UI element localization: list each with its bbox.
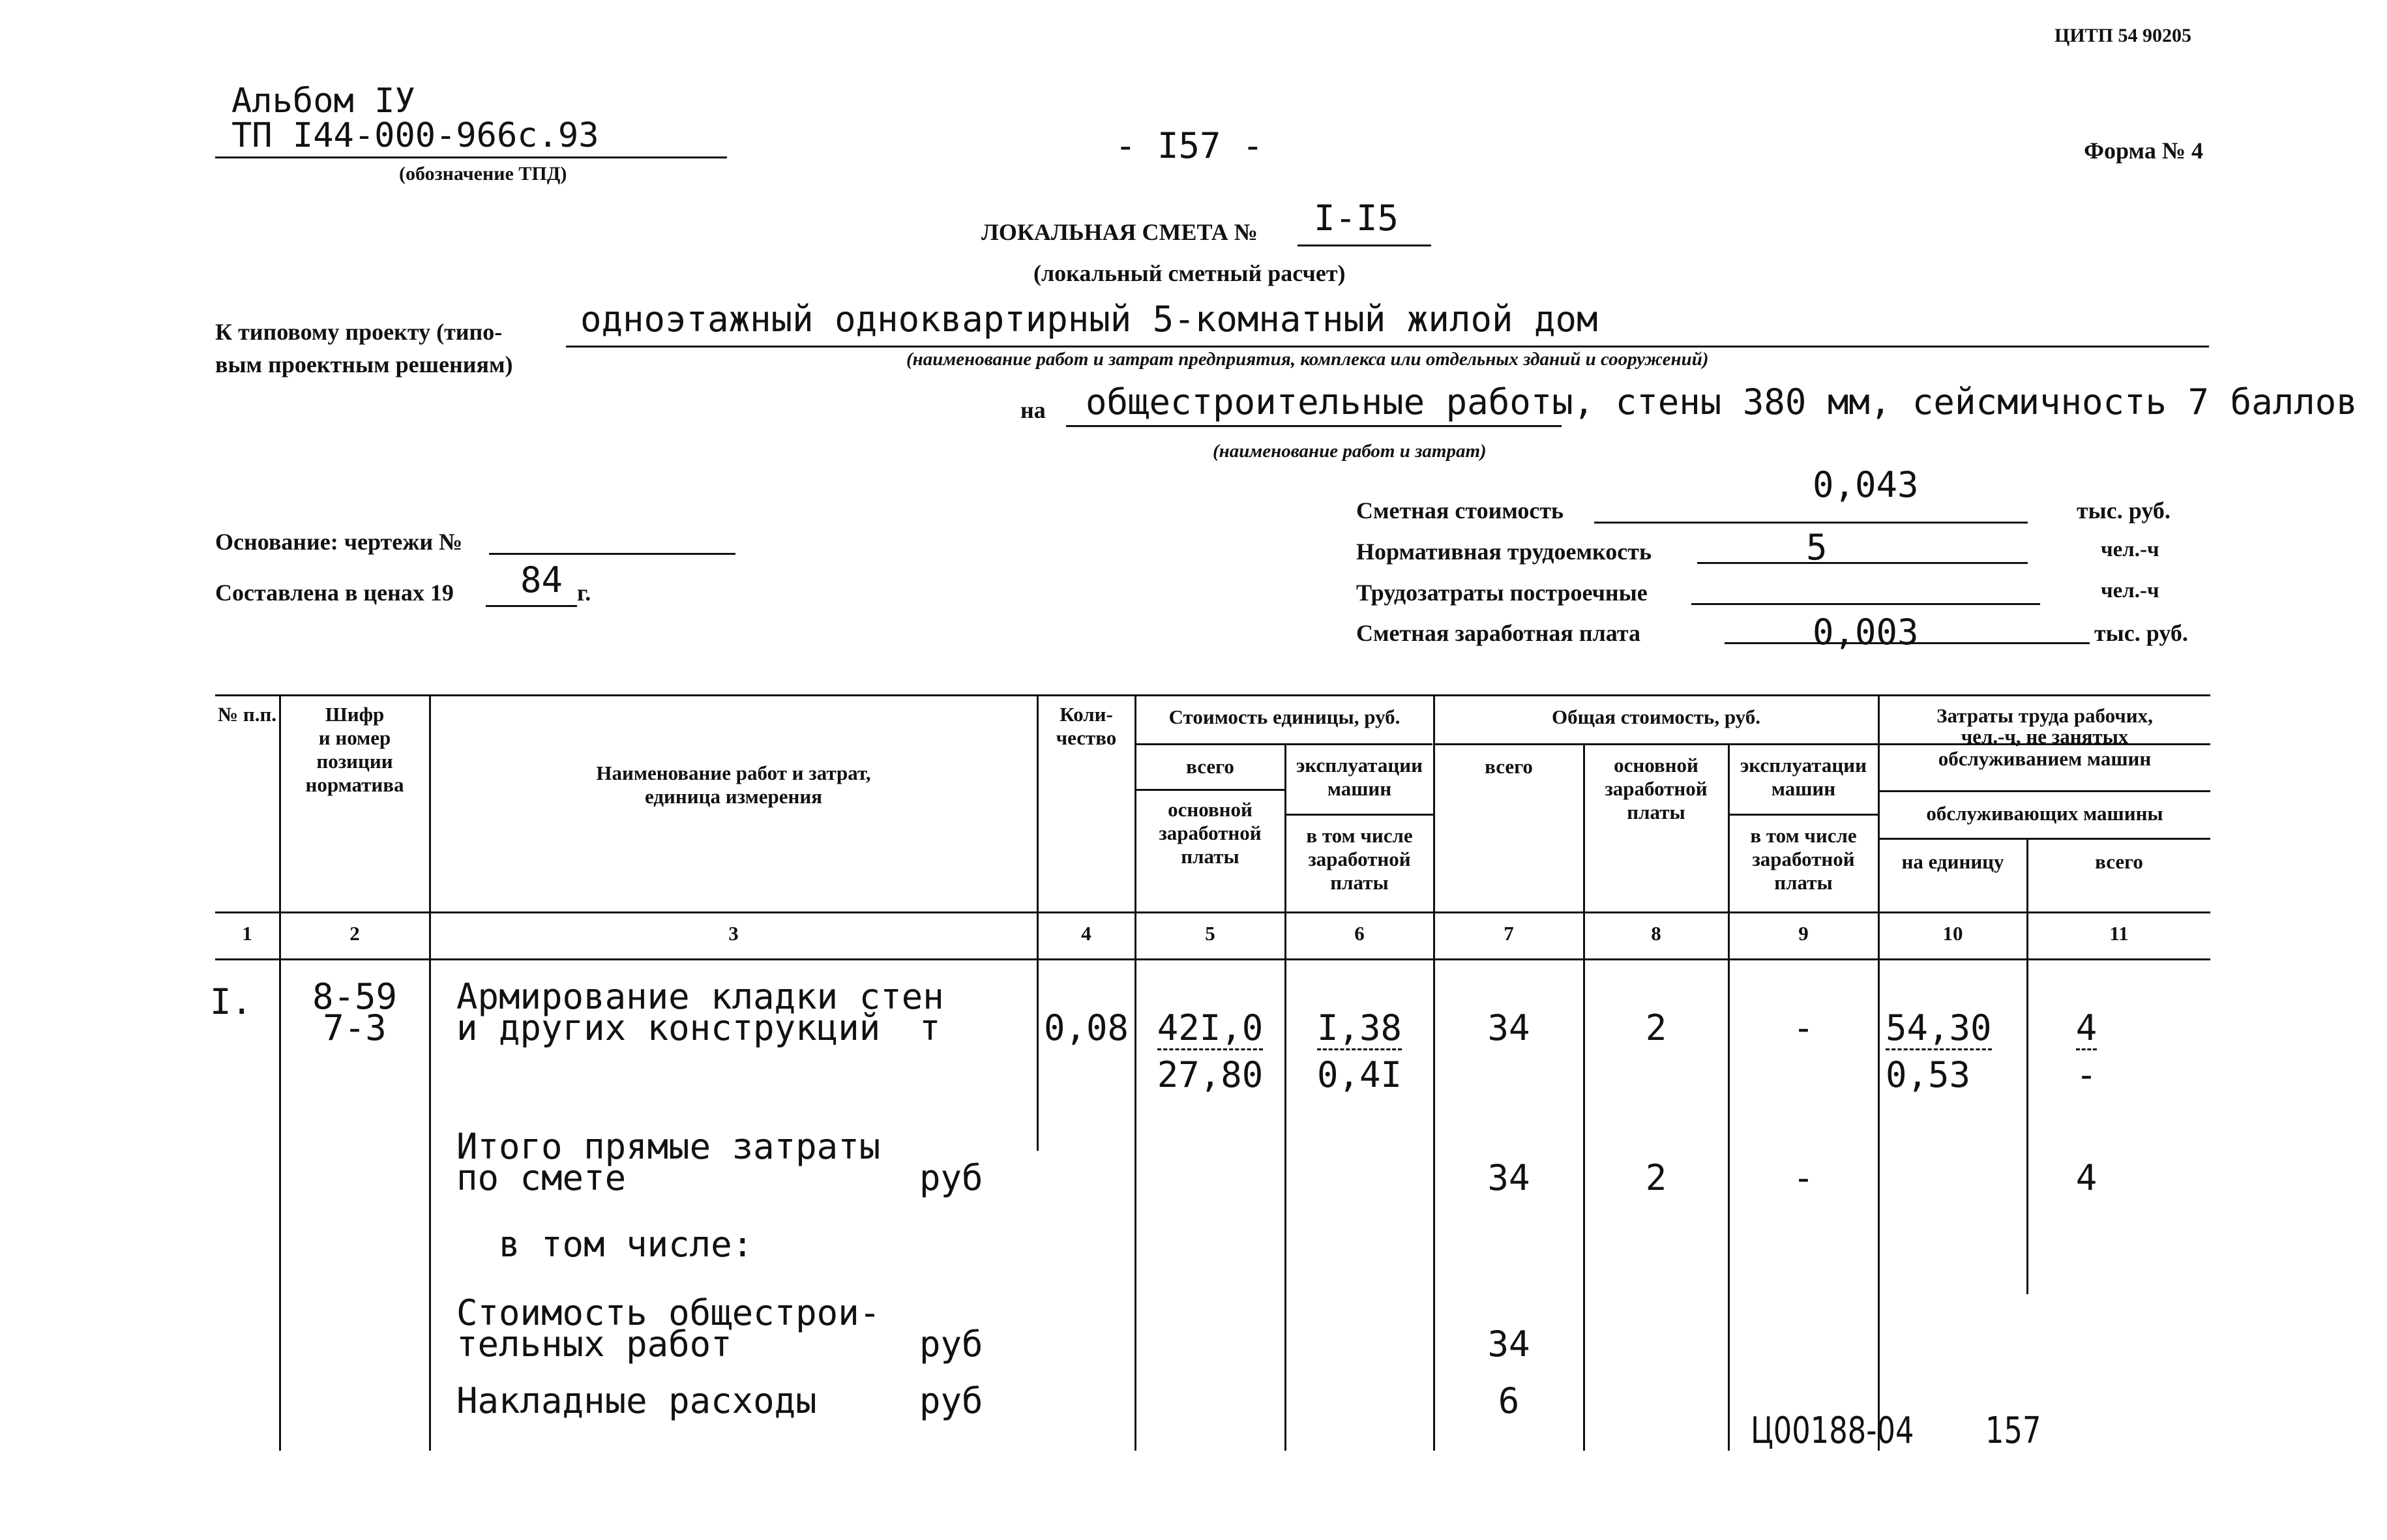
hdr-col6-vtom-l2: заработной (1308, 848, 1411, 870)
row1-qty: 0,08 (1043, 1007, 1129, 1048)
hdr-col2-l3: позиции (316, 750, 393, 773)
including-label: в том числе: (499, 1224, 754, 1265)
summary-label-cost: Сметная стоимость (1356, 497, 1564, 524)
album-label: Альбом IУ (231, 81, 415, 121)
hdr-col5-osn-l1: основной (1168, 798, 1253, 821)
labor-serving-line (1879, 790, 2210, 792)
stamp-page: 157 (1985, 1410, 2041, 1452)
form-number: Форма № 4 (2084, 138, 2203, 164)
summary-label-site: Трудозатраты построечные (1356, 580, 1648, 606)
hdr-labor-l1: Затраты труда рабочих, (1936, 704, 2153, 727)
row1-unit-cost-expl (1286, 1007, 1433, 1048)
works-underline (1066, 425, 1562, 427)
summary-underline-wage (1725, 642, 2090, 644)
row1-total-cost: 34 (1487, 1007, 1530, 1048)
table-top-line (215, 694, 2210, 696)
general-unit: руб (919, 1324, 983, 1365)
hdr-col9-vtom-l1: в том числе (1750, 824, 1857, 847)
colnum-10: 10 (1942, 922, 1963, 945)
colnum-3: 3 (728, 922, 739, 945)
tp-caption: (обозначение ТПД) (399, 163, 567, 185)
colnum-11: 11 (2109, 922, 2129, 945)
colnum-4: 4 (1081, 922, 1091, 945)
prices-label: Составлена в ценах 19 (215, 580, 454, 606)
header-bottom-line (215, 911, 2210, 913)
estimate-subtitle: (локальный сметный расчет) (1033, 260, 1346, 286)
hdr-col6-vtom-l3: платы (1330, 871, 1389, 894)
hdr-col8-osn-l1: основной (1614, 754, 1698, 777)
hdr-serving: обслуживающих машины (1926, 802, 2163, 825)
hdr-col8-osn-l3: платы (1627, 801, 1685, 823)
summary-value-labor: 5 (1806, 527, 1828, 568)
hdr-col1: № п.п. (217, 703, 277, 726)
hdr-labor-l2: чел.-ч, не занятых (1961, 725, 2129, 748)
overhead-label: Накладные расходы (456, 1380, 817, 1421)
direct-label-l1: Итого прямые затраты (456, 1126, 881, 1167)
colnum-8: 8 (1651, 922, 1661, 945)
row1-labor-total2: - (2075, 1054, 2098, 1095)
labor-bottom-sub-line (1879, 838, 2210, 840)
tp-underline (215, 156, 727, 158)
row1-code-l2: 7-3 (323, 1007, 387, 1048)
overhead-unit: руб (919, 1380, 983, 1421)
hdr-col9-vtom-l3: платы (1774, 871, 1833, 894)
na-label: на (1020, 397, 1046, 423)
row1-code-l1: 8-59 (312, 976, 398, 1017)
colnum-2: 2 (349, 922, 360, 945)
summary-unit-site: чел.-ч (2101, 579, 2159, 602)
overhead-total: 6 (1498, 1380, 1520, 1421)
project-label-line2: вым проектным решениям) (215, 351, 513, 378)
row1-labor-total (2028, 1007, 2145, 1048)
colnum-9: 9 (1798, 922, 1809, 945)
hdr-col6-expl-l2: машин (1327, 777, 1392, 800)
row1-item-num: I. (210, 981, 253, 1022)
summary-underline-labor (1697, 562, 2028, 564)
row1-labor-unit-value: 54,30 (1886, 1007, 1992, 1050)
row1-unit-cost-expl-zp: 0,4I (1316, 1054, 1402, 1095)
project-name-underline (566, 346, 2209, 348)
estimate-number-underline (1297, 244, 1431, 246)
hdr-col9-expl-l1: эксплуатации (1740, 754, 1867, 777)
summary-unit-wage: тыс. руб. (2094, 620, 2188, 646)
stamp-code: Ц00188-04 (1751, 1410, 1914, 1452)
project-label-line1: К типовому проекту (типо- (215, 319, 503, 345)
hdr-col4-l1: Коли- (1060, 703, 1113, 726)
hdr-col9-expl-l2: машин (1771, 777, 1836, 800)
hdr-col3-l2: единица измерения (645, 785, 822, 808)
col6-mid-line (1286, 814, 1434, 816)
direct-total: 34 (1487, 1157, 1530, 1198)
vline-1 (279, 694, 281, 1451)
direct-label-l2: по смете (456, 1157, 627, 1198)
hdr-col2-l2: и номер (318, 726, 391, 749)
row1-unit-cost-osn: 27,80 (1157, 1054, 1264, 1095)
document-code: ЦИТП 54 90205 (2054, 25, 2191, 46)
row1-labor-unit2: 0,53 (1886, 1054, 1971, 1095)
row1-unit-cost-expl-value: I,38 (1317, 1007, 1402, 1050)
hdr-col6-vtom-l1: в том числе (1306, 824, 1413, 847)
hdr-unit-cost: Стоимость единицы, руб. (1168, 705, 1401, 728)
colnum-5: 5 (1205, 922, 1215, 945)
project-name: одноэтажный одноквартирный 5-комнатный жилой дом (580, 299, 1598, 340)
page-number: - I57 - (1115, 125, 1264, 166)
direct-osn: 2 (1645, 1157, 1667, 1198)
drawings-label: Основание: чертежи № (215, 529, 463, 555)
summary-label-labor: Нормативная трудоемкость (1356, 539, 1652, 565)
estimate-label: ЛОКАЛЬНАЯ СМЕТА № (981, 219, 1258, 245)
prices-suffix: г. (577, 580, 591, 606)
row1-total-expl: - (1792, 1007, 1815, 1048)
hdr-col5-osn-l2: заработной (1159, 822, 1262, 844)
summary-unit-labor: чел.-ч (2101, 538, 2159, 561)
row1-unit: т (919, 1007, 941, 1048)
row1-labor-total-value: 4 (2076, 1007, 2098, 1050)
hdr-col10-per-unit: на единицу (1901, 850, 2004, 873)
row1-name-l2: и других конструкций (456, 1007, 881, 1048)
summary-unit-cost: тыс. руб. (2077, 497, 2171, 524)
row1-total-osn: 2 (1645, 1007, 1667, 1048)
hdr-col4-l2: чество (1056, 726, 1117, 749)
vline-7 (1583, 743, 1585, 1451)
hdr-col6-expl-l1: эксплуатации (1296, 754, 1423, 777)
row1-name-l1: Армирование кладки стен (456, 976, 944, 1017)
colnum-bottom-line (215, 958, 2210, 960)
col5-mid-line (1136, 789, 1286, 791)
summary-value-wage: 0,003 (1813, 612, 1919, 653)
works-caption: (наименование работ и затрат) (1213, 441, 1487, 462)
col9-mid-line (1729, 814, 1879, 816)
hdr-col5-osn-l3: платы (1181, 845, 1239, 868)
summary-label-wage: Сметная заработная плата (1356, 620, 1640, 646)
hdr-col7-vsego: всего (1485, 755, 1533, 778)
general-label-l1: Стоимость общестрои- (456, 1292, 881, 1333)
project-name-caption: (наименование работ и затрат предприятия, комплекса или отдельных зданий и сооружений) (906, 349, 1709, 370)
row1-unit-cost-total-value: 42I,0 (1157, 1007, 1264, 1050)
summary-underline-cost (1594, 522, 2028, 524)
hdr-col3-l1: Наименование работ и затрат, (596, 762, 871, 784)
prices-year: 84 (520, 559, 563, 600)
hdr-labor-l3: обслуживанием машин (1938, 747, 2152, 770)
hdr-total-cost: Общая стоимость, руб. (1551, 705, 1760, 728)
row1-labor-unit (1886, 1007, 1992, 1048)
colnum-7: 7 (1504, 922, 1514, 945)
colnum-1: 1 (242, 922, 252, 945)
works-name: общестроительные работы, стены 380 мм, сейсмичность 7 баллов (1086, 381, 2358, 422)
hdr-col2-l1: Шифр (325, 703, 385, 726)
general-label-l2: тельных работ (456, 1324, 732, 1365)
direct-labor: 4 (2075, 1157, 2098, 1198)
estimate-number: I-I5 (1314, 198, 1399, 239)
direct-expl: - (1792, 1157, 1815, 1198)
direct-unit: руб (919, 1157, 983, 1198)
prices-year-underline (486, 605, 577, 607)
drawings-underline (489, 553, 735, 555)
general-total: 34 (1487, 1324, 1530, 1365)
summary-value-cost: 0,043 (1813, 464, 1919, 505)
tp-number: ТП I44-000-966с.93 (231, 116, 599, 155)
colnum-6: 6 (1354, 922, 1365, 945)
hdr-col11-vsego: всего (2095, 850, 2143, 873)
summary-underline-site (1691, 603, 2040, 605)
hdr-col8-osn-l2: заработной (1605, 777, 1708, 800)
hdr-col2-l4: норматива (305, 773, 404, 796)
hdr-col9-vtom-l2: заработной (1752, 848, 1855, 870)
hdr-col5-vsego: всего (1186, 755, 1234, 778)
row1-unit-cost-total (1136, 1007, 1284, 1048)
